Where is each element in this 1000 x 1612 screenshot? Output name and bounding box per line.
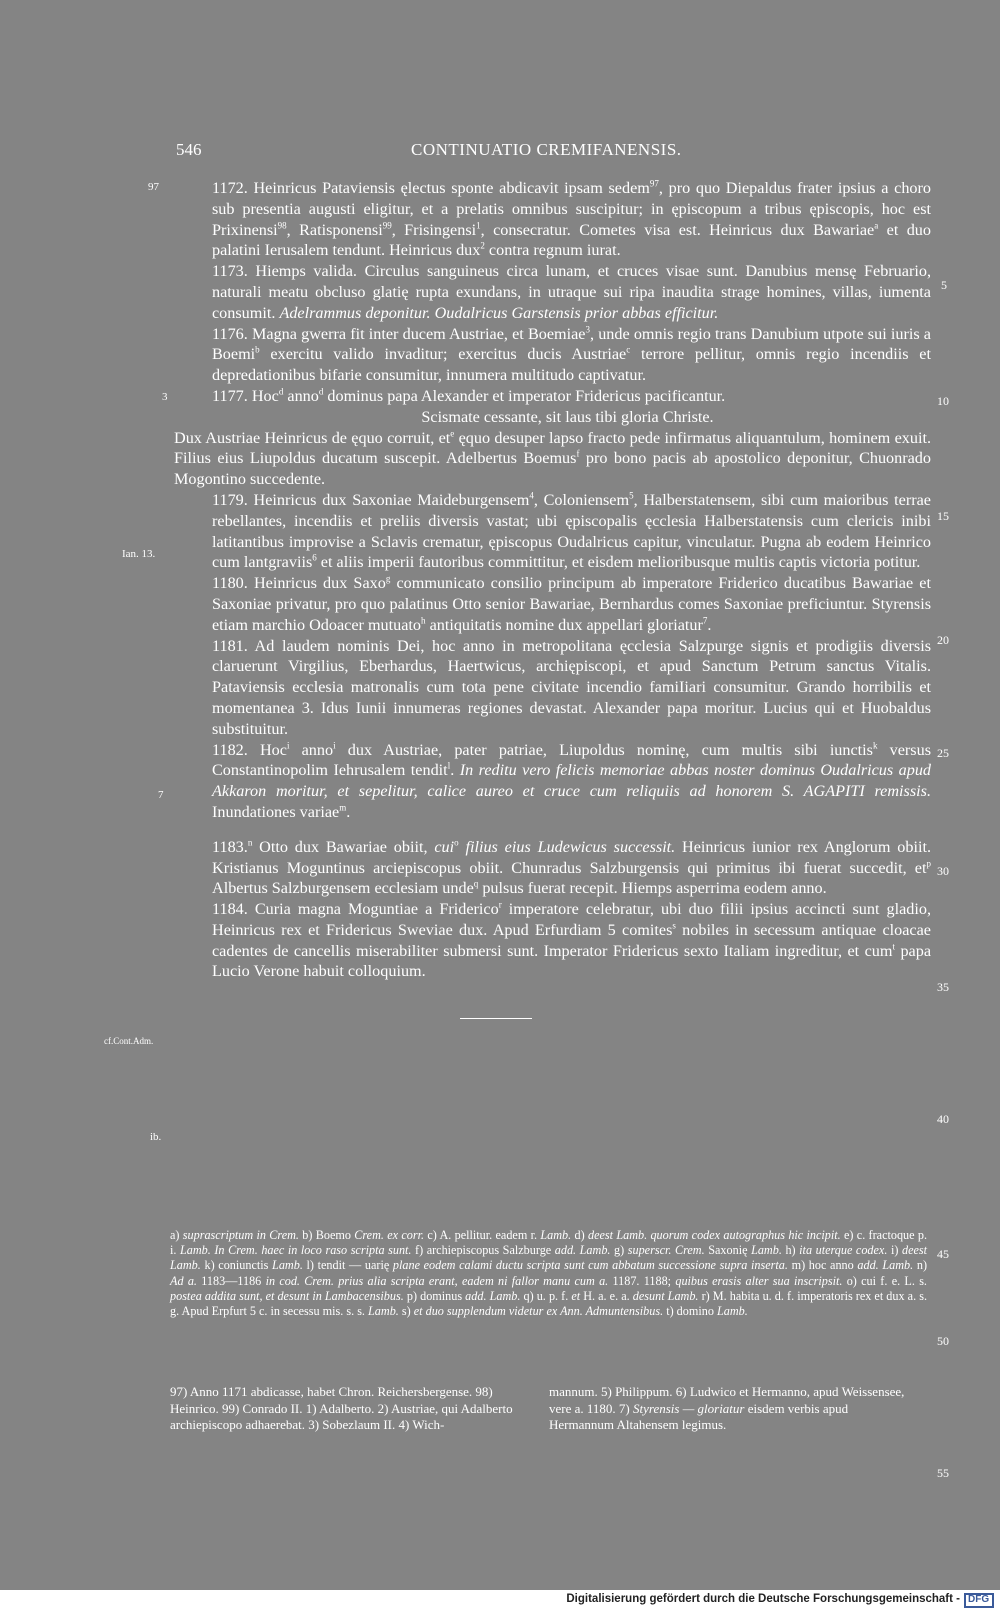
text-run: , Coloniensem xyxy=(533,490,630,509)
text-run: dux Austriae, pater patriae, Liupoldus nominę, cum multis sibi iunctis xyxy=(335,740,873,759)
line-number: 15 xyxy=(937,509,949,523)
italic-text: add. Lamb. xyxy=(554,1243,611,1258)
italic-text: plane eodem calami ductu scripta sunt cum abbatum successione supra inserta. xyxy=(392,1258,788,1273)
entry-1177 xyxy=(174,386,931,407)
text-run: a) xyxy=(170,1228,183,1242)
text-run: 1180. Heinricus dux Saxo xyxy=(212,574,386,593)
text-run: antiquitatis nomine dux appellari gloriatur xyxy=(425,615,703,634)
text-run: nobiles in secessum antiquae cloacae cadentes de cancellis miserabiliter submersi sunt. Imperator Fridericus sexto Italiam ingreditur, et cum xyxy=(212,920,931,960)
text-run: k) coniunctis xyxy=(200,1258,273,1273)
digitization-footer xyxy=(0,1590,1000,1612)
line-number: 35 xyxy=(937,980,949,994)
text-run: , Frisingensi xyxy=(391,220,477,239)
entry-1181 xyxy=(174,636,931,740)
dfg-logo[interactable] xyxy=(964,1593,994,1608)
note-marker: 3 xyxy=(585,324,590,335)
margin-ref-ian: Ian. 13. xyxy=(122,548,156,560)
note-marker: 1 xyxy=(476,220,481,231)
entry-1177-continued xyxy=(174,428,931,490)
italic-text: Lamb. xyxy=(716,1304,748,1319)
text-run: q) u. p. f. xyxy=(520,1288,572,1303)
note-marker: k xyxy=(872,740,878,751)
note-marker: 5 xyxy=(629,490,634,501)
text-run: h) xyxy=(781,1243,800,1258)
text-run: o) cui f. e. L. s. xyxy=(842,1273,927,1288)
text-run: s) xyxy=(398,1304,414,1319)
variant-notes xyxy=(170,1228,927,1319)
line-number: 10 xyxy=(937,394,949,408)
text-run: pulsus fuerat recepit. Hiemps asperrima eodem anno. xyxy=(478,879,827,898)
text-run: eisdem verbis apud Hermannum Altahensem legimus. xyxy=(549,1400,849,1432)
entry-1179 xyxy=(174,490,931,573)
note-marker: d xyxy=(318,386,324,397)
text-run: exercitu valido invaditur; exercitus ducis Austriae xyxy=(259,345,627,364)
note-marker: r xyxy=(498,899,502,910)
line-number: 45 xyxy=(937,1247,949,1261)
text-run: mannum. 5) Philippum. 6) Ludwico et Hermanno, apud Weissensee, vere a. 1180. 7) xyxy=(549,1384,905,1416)
text-run: 1173. Hiemps valida. Circulus sanguineus circa lunam, et cruces visae sunt. Danubius mensę Februario, naturali meatu obcluso glatię rupta exundans, in utraque sui ripa inaudita strage homines, villas, iumenta consumit. xyxy=(212,262,931,322)
italic-text: postea addita sunt, et desunt in Lambacensibus. xyxy=(170,1288,404,1303)
text-run: 97) Anno 1171 abdicasse, habet Chron. Reichersbergense. 98) Heinrico. 99) Conrado II. 1) Adalberto. 2) Austriae, qui Adalberto archiepiscopo adhaerebat. 3) Sobezlaum II. 4) Wich- xyxy=(170,1384,513,1432)
note-marker: q xyxy=(473,878,479,889)
text-run: anno xyxy=(283,386,319,405)
text-run: pro bono pacis ab apostolico deponitur, Chuonrado Mogontino succedente. xyxy=(174,449,931,489)
text-run: papa Lucio Verone habuit colloquium. xyxy=(212,941,931,981)
text-run: . xyxy=(346,802,351,821)
italic-text: ita uterque codex. xyxy=(799,1243,888,1258)
note-marker: d xyxy=(278,386,284,397)
italic-text: et xyxy=(571,1288,581,1303)
italic-text: filius eius Ludewicus successit. xyxy=(458,837,676,856)
note-marker: i xyxy=(333,740,336,751)
italic-text: add. Lamb. xyxy=(465,1288,521,1303)
text-run: p) dominus xyxy=(403,1288,466,1303)
entry-1172 xyxy=(174,178,931,261)
text-run: 1187. 1188; xyxy=(608,1273,676,1288)
italic-text: in cod. Crem. prius alia scripta erant, eadem ni fallor manu cum a. xyxy=(265,1273,609,1288)
entry-1176 xyxy=(174,324,931,386)
text-run: m) hoc anno xyxy=(787,1258,858,1273)
text-run: n) xyxy=(913,1258,928,1273)
margin-ref-7: 7 xyxy=(158,789,164,801)
note-marker: f xyxy=(576,448,580,459)
line-number: 40 xyxy=(937,1112,949,1126)
italic-text: Lamb. xyxy=(272,1258,303,1273)
text-run: 1184. Curia magna Moguntiae a Friderico xyxy=(212,900,499,919)
text-run: 1182. Hoc xyxy=(212,740,287,759)
text-run: e) c. fractoque p. i. xyxy=(170,1228,928,1258)
footnotes-left xyxy=(170,1384,538,1434)
text-run: dominus papa Alexander et imperator Fridericus pacificantur. xyxy=(323,386,726,405)
footnotes-right xyxy=(549,1384,911,1434)
note-marker: t xyxy=(892,941,895,952)
funding-notice: Digitalisierung gefördert durch die Deutsche Forschungsgemeinschaft - xyxy=(566,1593,960,1605)
line-number: 5 xyxy=(941,278,947,292)
note-marker: a xyxy=(874,220,879,231)
note-marker: i xyxy=(286,740,290,751)
note-marker: 99 xyxy=(382,220,392,231)
dfg-logo-label: DFG xyxy=(968,1594,990,1605)
text-run: l) tendit — uarię xyxy=(302,1258,393,1273)
entry-1173 xyxy=(174,261,931,323)
text-run: Dux Austriae Heinricus de ęquo corruit, et xyxy=(174,428,451,447)
text-run: et aliis imperii fautoribus committitur, et eisdem melioribusque multis captis victoria potitur. xyxy=(316,553,921,572)
text-run: versus Constantinopolim Iehrusalem tendit xyxy=(212,740,931,780)
text-run: g) xyxy=(610,1243,628,1258)
line-number: 55 xyxy=(937,1466,949,1480)
italic-text: desunt Lamb. xyxy=(632,1288,699,1303)
margin-ref-ib: ib. xyxy=(150,1131,162,1143)
text-run: Inundationes variae xyxy=(212,802,340,821)
italic-text: Lamb. xyxy=(368,1304,399,1319)
margin-ref-97: 97 xyxy=(148,181,159,193)
text-run: i) xyxy=(887,1243,902,1258)
text-run: H. a. e. a. xyxy=(580,1288,633,1303)
italic-text: deest Lamb. xyxy=(170,1243,928,1273)
line-number: 30 xyxy=(937,864,949,878)
text-run: . xyxy=(450,761,460,780)
line-number: 20 xyxy=(937,633,949,647)
italic-text: deest Lamb. quorum codex autographus hic incipit. xyxy=(587,1228,841,1242)
note-marker: 97 xyxy=(649,178,659,189)
note-marker: n xyxy=(247,837,253,848)
italic-text: Crem. ex corr. xyxy=(354,1228,425,1242)
entry-1180 xyxy=(174,573,931,635)
italic-text: Ad a. xyxy=(170,1273,197,1288)
margin-ref-cont-adm: cf.Cont.Adm. xyxy=(104,1036,154,1046)
line-number: 50 xyxy=(937,1334,949,1348)
page-number: 546 xyxy=(176,140,202,159)
note-marker: b xyxy=(255,344,260,355)
text-run: Saxonię xyxy=(704,1243,752,1258)
text-run: t) domino xyxy=(663,1304,717,1319)
text-run: , pro quo Diepaldus frater ipsius a choro sub presentia augusti eligitur, et a prelatis omnibus suscipitur; in ępiscopum a tribus ępiscopis, hoc est Prixinensi xyxy=(212,179,931,239)
note-marker: m xyxy=(339,802,347,813)
entry-1182 xyxy=(174,740,931,823)
italic-text: add. Lamb. xyxy=(857,1258,914,1273)
italic-text: cui xyxy=(434,837,455,856)
italic-text: Lamb. xyxy=(540,1228,572,1242)
section-divider xyxy=(460,1018,532,1019)
text-run: 1181. Ad laudem nominis Dei, hoc anno in metropolitana ęcclesia Salzpurge signis et prodigiis diversis claruerunt Virgilius, Eberhardus, Haertwicus, archiępiscopi, et apud Sanctum Petrum sanctus Vitalis. Pataviensis ecclesia matronalis cum tota pene civitate incendio famiIiari consumitur. Grando horribilis et momentanea 3. Idus Iunii innumeras regiones devastat. Alexander papa moritur. Lucius qui et Huobaldus substituitur. xyxy=(212,636,931,738)
text-run: contra regnum iurat. xyxy=(484,241,621,260)
text-run: imperatore celebratur, ubi duo filii ipsius accincti sunt gladio, Heinricus rex et Fridericus Sweviae dux. Apud Erfurdiam 5 comites xyxy=(212,900,932,939)
text-run: 1179. Heinricus dux Saxoniae Maideburgensem xyxy=(212,490,530,509)
text-run: , unde omnis regio trans Danubium utpote sui iuris a Boemi xyxy=(212,324,931,364)
text-run: ęquo desuper lapso fracto pede infirmatus aliquantulum, hominem exuit. Filius eius Liupoldus ducatum suscepit. Adelbertus Boemus xyxy=(174,428,931,468)
text-run: terrore pellitur, omnis regio incendiis et depredationibus bifarie consumitur, innumera multitudo captivatur. xyxy=(212,345,931,385)
note-marker: 2 xyxy=(480,241,485,251)
text-run: , Ratisponensi xyxy=(286,220,383,239)
main-text xyxy=(174,178,931,982)
note-marker: g xyxy=(385,573,391,584)
entry-1183 xyxy=(174,837,931,899)
text-run: Otto dux Bawariae obiit, xyxy=(252,837,435,856)
text-run: 1183. xyxy=(212,837,248,856)
text-run: c) A. pellitur. eadem r. xyxy=(424,1228,541,1242)
italic-text: Styrensis — gloriatur xyxy=(633,1400,745,1416)
italic-text: suprascriptum in Crem. xyxy=(182,1228,299,1242)
page-header xyxy=(176,140,936,164)
text-run: , Halberstatensem, sibi cum maioribus terrae rebellantes, incendiis et preliis diversis vastat; ubi ępiscopalis ęcclesia Halberstatensis cum clericis inibi latitantibus improvise a Sclavis crematur, ępiscopus Oudalricus capitur, vinculatur. Pugna ab eodem Heinrico cum lantgraviis xyxy=(212,490,931,572)
text-run: Heinricus iunior rex Anglorum obiit. Kristianus Moguntinus arciepiscopus obiit. Chunradus Salzburgensis qui primitus ibi fuerat succedit, et xyxy=(212,837,931,877)
text-run: r) M. habita u. d. f. imperatoris rex et dux a. s. g. Apud Erpfurt 5 c. in secessu mis. s. s. xyxy=(170,1288,927,1319)
margin-ref-3: 3 xyxy=(162,391,168,403)
note-marker: 6 xyxy=(312,552,317,563)
text-run: Albertus Salzburgensem ecclesiam unde xyxy=(212,879,474,898)
italic-text: quibus erasis alter sua inscripsit. xyxy=(675,1273,843,1288)
text-run: 1177. Hoc xyxy=(212,386,279,405)
text-run: . xyxy=(707,615,712,634)
text-run: et duo palatini Ierusalem tendunt. Heinricus dux xyxy=(212,220,931,260)
note-marker: s xyxy=(672,920,676,931)
text-run: b) Boemo xyxy=(298,1228,355,1242)
italic-text: superscr. Crem. xyxy=(627,1243,705,1258)
text-run: anno xyxy=(289,740,334,759)
note-marker: h xyxy=(421,615,426,626)
italic-text: In reditu vero felicis memoriae abbas noster dominus Oudalricus apud Akkaron moritur, et sepelitur, calice aureo et cruce cum reliquiis ad honorem S. AGAPITI remissis. xyxy=(212,761,932,801)
note-marker: 7 xyxy=(702,615,708,626)
note-marker: o xyxy=(454,837,459,848)
italic-text: Lamb. In Crem. haec in loco raso scripta sunt. xyxy=(180,1243,412,1258)
note-marker: 98 xyxy=(277,220,287,231)
note-marker: c xyxy=(626,344,631,355)
italic-text: et duo supplendum videtur ex Ann. Admuntensibus. xyxy=(413,1304,664,1319)
note-marker: 4 xyxy=(529,490,534,501)
text-run: communicato consilio principum ab imperatore Friderico ducatibus Bawariae et Saxoniae privatur, pro quo palatinus Otto senior Bawariae, Bernhardus comes Saxoniae preficiuntur. Styrensis etiam marchio Odoacer mutuato xyxy=(212,574,931,634)
note-marker: l xyxy=(447,760,451,771)
text-run: 1183—1186 xyxy=(196,1273,266,1288)
note-marker: p xyxy=(926,858,931,869)
text-run: 1176. Magna gwerra fit inter ducem Austriae, et Boemiae xyxy=(212,324,586,343)
italic-text: Lamb. xyxy=(751,1243,782,1258)
entry-1184 xyxy=(174,899,931,982)
italic-text: Adelrammus deponitur. Oudalricus Garstensis prior abbas efficitur. xyxy=(279,303,719,322)
text-run: d) xyxy=(571,1228,588,1242)
text-run: f) archiepiscopus Salzburge xyxy=(411,1243,555,1258)
running-title: CONTINUATIO CREMIFANENSIS. xyxy=(411,140,682,159)
line-number: 25 xyxy=(937,746,949,760)
note-marker: e xyxy=(450,428,455,439)
verse-line: Scismate cessante, sit laus tibi gloria Christe. xyxy=(421,407,714,426)
text-run: , consecratur. Cometes visa est. Heinricus dux Bawariae xyxy=(480,220,875,239)
text-run: 1172. Heinricus Pataviensis ęlectus sponte abdicavit ipsam sedem xyxy=(212,179,650,197)
